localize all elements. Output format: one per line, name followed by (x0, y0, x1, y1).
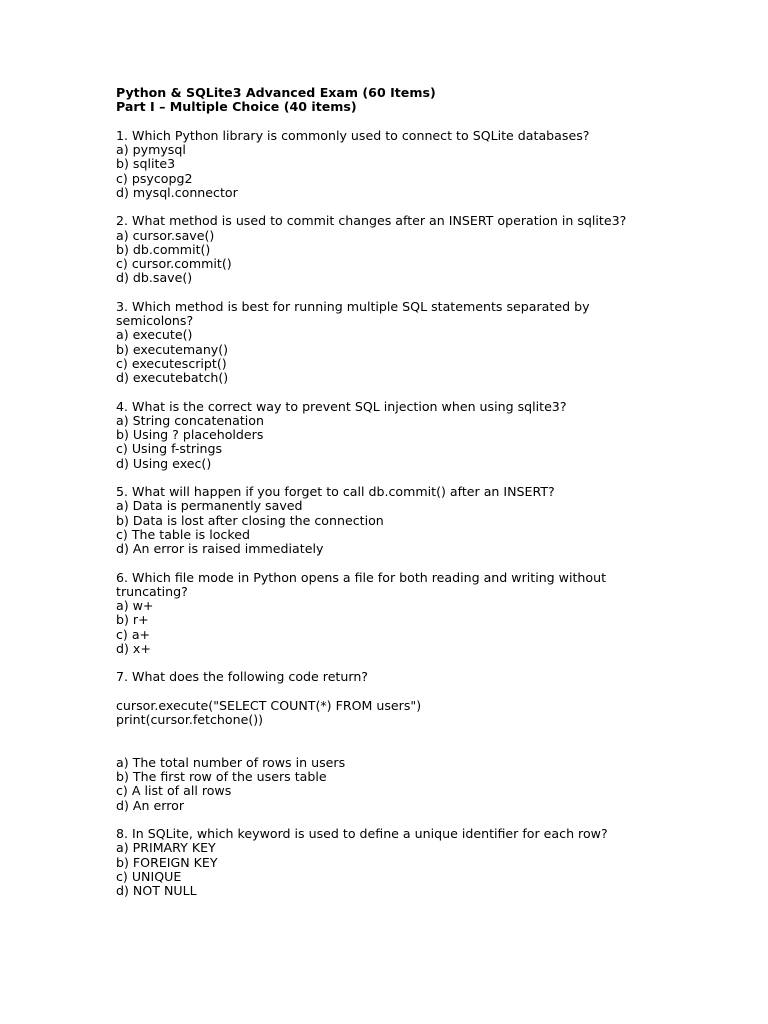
question-text: 2. What method is used to commit changes after an INSERT operation in sqlite3? (116, 213, 627, 229)
option-a: a) String concatenation (116, 412, 264, 428)
question-7 (116, 670, 716, 813)
option-a: a) The total number of rows in users (116, 754, 346, 770)
option-c: c) psycopg2 (116, 170, 193, 186)
option-c: c) A list of all rows (116, 783, 232, 799)
option-b: b) Data is lost after closing the connection (116, 512, 384, 528)
exam-title: Python & SQLite3 Advanced Exam (60 Items) (116, 85, 436, 100)
option-c: c) Using f-strings (116, 441, 223, 457)
question-text: 6. Which file mode in Python opens a file for both reading and writing without truncating? (116, 569, 607, 599)
question-2 (116, 214, 716, 285)
option-a: a) pymysql (116, 142, 186, 157)
option-d: d) x+ (116, 640, 151, 656)
question-8 (116, 827, 716, 898)
option-c: c) executescript() (116, 355, 227, 371)
option-b: b) executemany() (116, 341, 229, 357)
question-text: 8. In SQLite, which keyword is used to define a unique identifier for each row? (116, 826, 608, 841)
option-a: a) w+ (116, 598, 154, 613)
question-text: 5. What will happen if you forget to call db.commit() after an INSERT? (116, 484, 555, 499)
option-b: b) Using ? placeholders (116, 427, 264, 442)
option-a: a) Data is permanently saved (116, 498, 303, 514)
option-d: d) Using exec() (116, 455, 212, 471)
question-text: 1. Which Python library is commonly used to connect to SQLite databases? (116, 127, 590, 143)
option-c: c) The table is locked (116, 526, 250, 542)
option-b: b) The first row of the users table (116, 769, 327, 784)
option-d: d) mysql.connector (116, 184, 238, 200)
option-d: d) db.save() (116, 270, 193, 286)
code-line: print(cursor.fetchone()) (116, 712, 264, 727)
option-c: c) a+ (116, 626, 151, 642)
exam-header (116, 86, 716, 115)
question-text: 4. What is the correct way to prevent SQL injection when using sqlite3? (116, 398, 567, 414)
code-line: cursor.execute("SELECT COUNT(*) FROM users") (116, 697, 422, 713)
question-3 (116, 300, 716, 386)
code-snippet (116, 699, 716, 728)
option-d: d) An error (116, 797, 184, 813)
option-b: b) sqlite3 (116, 156, 176, 172)
option-d: d) executebatch() (116, 370, 229, 385)
option-a: a) PRIMARY KEY (116, 840, 216, 856)
option-a: a) execute() (116, 327, 193, 343)
option-c: c) cursor.commit() (116, 256, 232, 271)
question-text: 3. Which method is best for running multiple SQL statements separated by semicolons? (116, 298, 590, 328)
option-c: c) UNIQUE (116, 868, 182, 884)
option-a: a) cursor.save() (116, 227, 215, 243)
option-b: b) FOREIGN KEY (116, 854, 218, 870)
option-b: b) r+ (116, 612, 149, 628)
option-d: d) An error is raised immediately (116, 541, 324, 556)
question-text: 7. What does the following code return? (116, 669, 368, 685)
option-d: d) NOT NULL (116, 883, 197, 898)
question-4 (116, 400, 716, 471)
option-b: b) db.commit() (116, 241, 211, 257)
part-heading: Part I – Multiple Choice (40 items) (116, 99, 357, 115)
question-5 (116, 485, 716, 556)
question-1 (116, 129, 716, 200)
exam-document (116, 86, 716, 913)
question-6 (116, 571, 716, 657)
